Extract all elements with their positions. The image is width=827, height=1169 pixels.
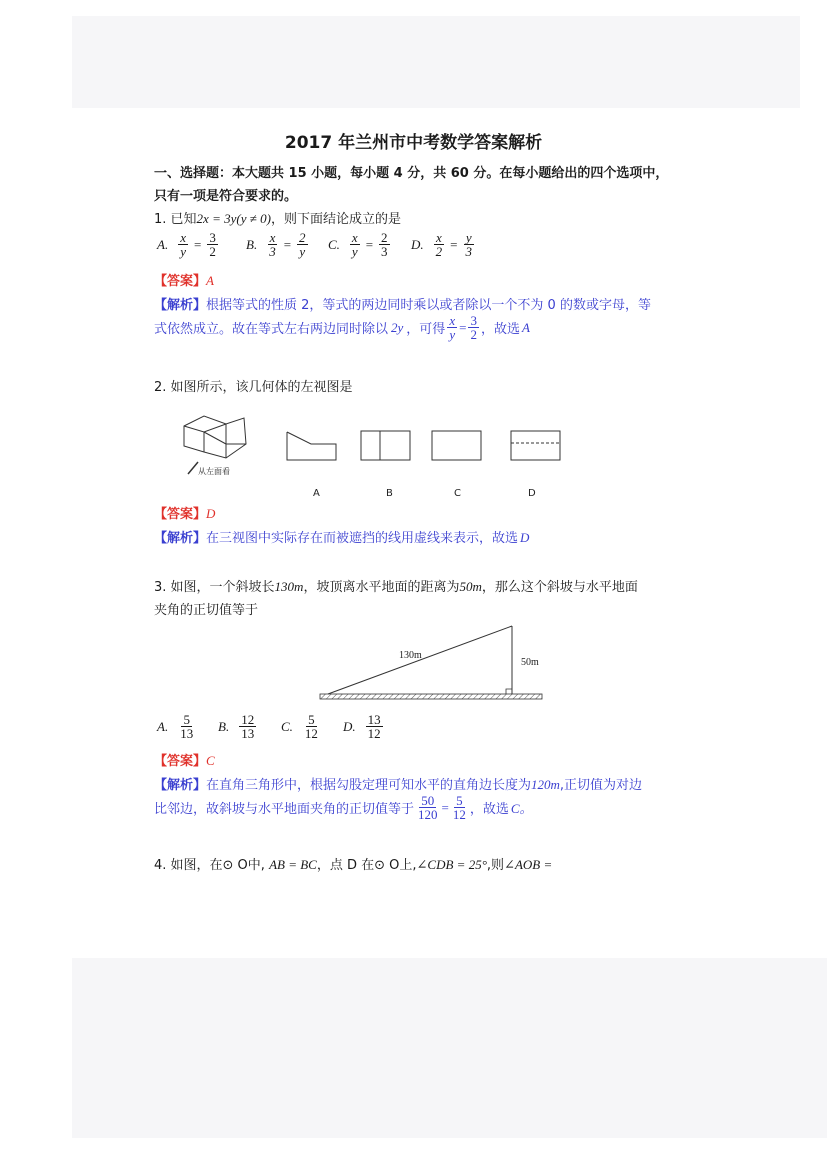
- q1-analysis-line1: 【解析】根据等式的性质 2，等式的两边同时乘以或者除以一个不为 0 的数或字母，等: [154, 298, 651, 313]
- q1-option-b: B. $\frac{x}{3}$ = $\frac{2}{y}$: [246, 230, 306, 259]
- q1-answer: 【答案】A: [154, 273, 214, 289]
- q3-height-label: 50m: [521, 657, 539, 668]
- question-3-stem-line1: 3. 如图，一个斜坡长130m，坡顶离水平地面的距离为50m，那么这个斜坡与水平地面: [154, 579, 638, 595]
- q1-option-a: A. $\frac{x}{y}$ = $\frac{3}{2}$: [157, 230, 216, 259]
- question-4-stem: 4. 如图，在⊙ O中, AB = BC，点 D 在⊙ O上,∠CDB = 25°,则∠AOB =: [154, 857, 553, 873]
- q2-option-label-c: C: [454, 488, 461, 499]
- page-title: 2017 年兰州市中考数学答案解析: [284, 133, 543, 153]
- q3-slope-figure: [318, 622, 548, 704]
- q3-answer: 【答案】C: [154, 753, 215, 769]
- q3-analysis-line2: 比邻边，故斜坡与水平地面夹角的正切值等于 $\frac{50}{120}$ = $\frac{5}{12}$ ，故选 C。: [154, 793, 533, 822]
- header-placeholder-band: [72, 16, 800, 108]
- q2-option-label-b: B: [386, 488, 393, 499]
- q3-option-a: A. $\frac{5}{13}$: [157, 712, 194, 741]
- question-2-stem: 2. 如图所示，该几何体的左视图是: [154, 380, 353, 395]
- question-3-stem-line2: 夹角的正切值等于: [154, 603, 259, 618]
- question-1-stem: 1. 已知2x = 3y(y ≠ 0)，则下面结论成立的是: [154, 211, 401, 227]
- q1-option-d: D. $\frac{x}{2}$ = $\frac{y}{3}$: [411, 230, 472, 259]
- section-heading-line2: 只有一项是符合要求的。: [154, 189, 298, 204]
- q2-option-label-d: D: [528, 488, 536, 499]
- q2-figure-caption: 从左面看: [198, 467, 230, 476]
- q1-analysis-line2: 式依然成立。故在等式左右两边同时除以 2y ，可得 $\frac{x}{y}$ = $\frac{3}{2}$ ，故选 A: [154, 313, 530, 342]
- footer-placeholder-band: [72, 958, 827, 1138]
- section-heading-line1: 一、选择题：本大题共 15 小题，每小题 4 分，共 60 分。在每小题给出的四个选项中，: [154, 166, 669, 181]
- q2-analysis: 【解析】在三视图中实际存在而被遮挡的线用虚线来表示，故选 D: [154, 530, 530, 546]
- q2-option-c-view: [431, 430, 483, 462]
- q2-option-d-view: [510, 430, 562, 462]
- q3-option-b: B. $\frac{12}{13}$: [218, 712, 255, 741]
- q3-option-c: C. $\frac{5}{12}$: [281, 712, 318, 741]
- q2-option-a-view: [286, 430, 338, 462]
- q3-analysis-line1: 【解析】在直角三角形中，根据勾股定理可知水平的直角边长度为120m,正切值为对边: [154, 777, 643, 793]
- q3-hypotenuse-label: 130m: [399, 650, 422, 661]
- q2-answer: 【答案】D: [154, 506, 216, 522]
- q3-option-d: D. $\frac{13}{12}$: [343, 712, 381, 741]
- q2-option-b-view: [360, 430, 412, 462]
- q1-option-c: C. $\frac{x}{y}$ = $\frac{2}{3}$: [328, 230, 388, 259]
- q2-option-label-a: A: [313, 488, 320, 499]
